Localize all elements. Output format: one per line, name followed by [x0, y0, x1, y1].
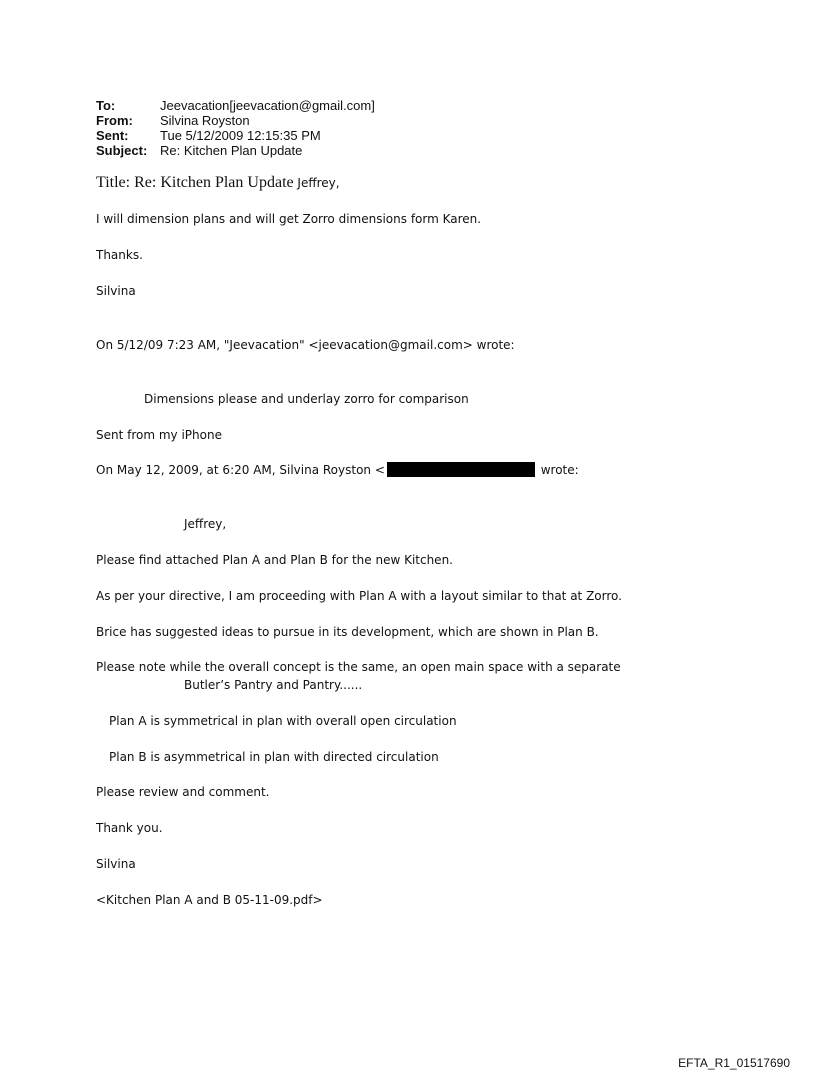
thank-you: Thank you. [96, 821, 163, 835]
sent-label: Sent: [96, 128, 129, 143]
subject-value: Re: Kitchen Plan Update [160, 143, 303, 158]
signature-silvina-1: Silvina [96, 284, 136, 298]
plan-a-description: Plan A is symmetrical in plan with overall open circulation [109, 714, 457, 728]
body-line-dimension: I will dimension plans and will get Zorro dimensions form Karen. [96, 212, 482, 226]
title-line [96, 174, 340, 192]
to-value: Jeevacation[jeevacation@gmail.com] [160, 98, 375, 113]
title-greeting: Jeffrey, [293, 176, 340, 190]
review-request: Please review and comment. [96, 785, 270, 799]
sent-value: Tue 5/12/2009 12:15:35 PM [160, 128, 321, 143]
quote-text-dimensions: Dimensions please and underlay zorro for comparison [144, 392, 469, 406]
bates-number: EFTA_R1_01517690 [678, 1056, 790, 1070]
subject-label: Subject: [96, 143, 148, 158]
from-label: From: [96, 113, 133, 128]
quote-header-start: On May 12, 2009, at 6:20 AM, Silvina Royston < [96, 463, 385, 477]
greeting-jeffrey: Jeffrey, [184, 517, 227, 531]
paragraph-note-line1: Please note while the overall concept is the same, an open main space with a separate [96, 660, 621, 674]
attachment-filename: <Kitchen Plan A and B 05-11-09.pdf> [96, 893, 323, 907]
body-thanks: Thanks. [96, 248, 143, 262]
from-value: Silvina Royston [160, 113, 250, 128]
paragraph-note-line2: Butler’s Pantry and Pantry...... [184, 678, 363, 692]
redaction-box [387, 462, 535, 477]
paragraph-directive: As per your directive, I am proceeding with Plan A with a layout similar to that at Zorro. [96, 589, 622, 603]
paragraph-attached-plans: Please find attached Plan A and Plan B for the new Kitchen. [96, 553, 453, 567]
to-label: To: [96, 98, 116, 113]
sent-from-iphone: Sent from my iPhone [96, 428, 222, 442]
quote-header-end: wrote: [536, 463, 579, 477]
quote-header-jeevacation: On 5/12/09 7:23 AM, "Jeevacation" <jeevacation@gmail.com> wrote: [96, 338, 515, 352]
signature-silvina-2: Silvina [96, 857, 136, 871]
quote-header-silvina [96, 462, 579, 478]
plan-b-description: Plan B is asymmetrical in plan with directed circulation [109, 750, 439, 764]
email-title: Title: Re: Kitchen Plan Update [96, 174, 294, 191]
paragraph-brice: Brice has suggested ideas to pursue in its development, which are shown in Plan B. [96, 625, 599, 639]
